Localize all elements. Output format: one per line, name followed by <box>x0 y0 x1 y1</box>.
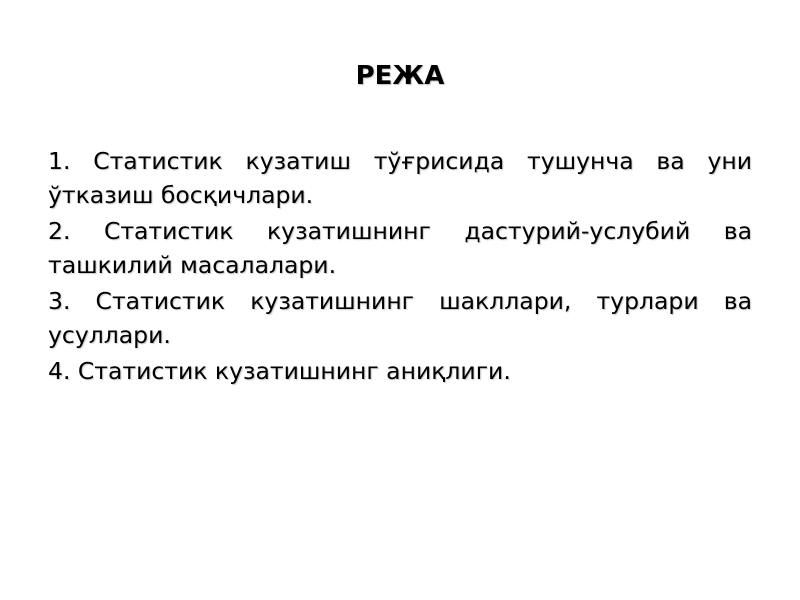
plan-list <box>48 144 752 390</box>
slide-title: РЕЖА <box>355 61 445 91</box>
plan-item-3: 3. Статистик кузатишнинг шакллари, турлари ва усуллари. <box>48 287 752 349</box>
plan-item-4: 4. Статистик кузатишнинг аниқлиги. <box>48 357 511 385</box>
plan-item-2: 2. Статистик кузатишнинг дастурий-услубий ва ташкилий масалалари. <box>48 217 752 279</box>
plan-item-1: 1. Статистик кузатиш тўғрисида тушунча ва уни ўтказиш босқичлари. <box>48 147 752 209</box>
